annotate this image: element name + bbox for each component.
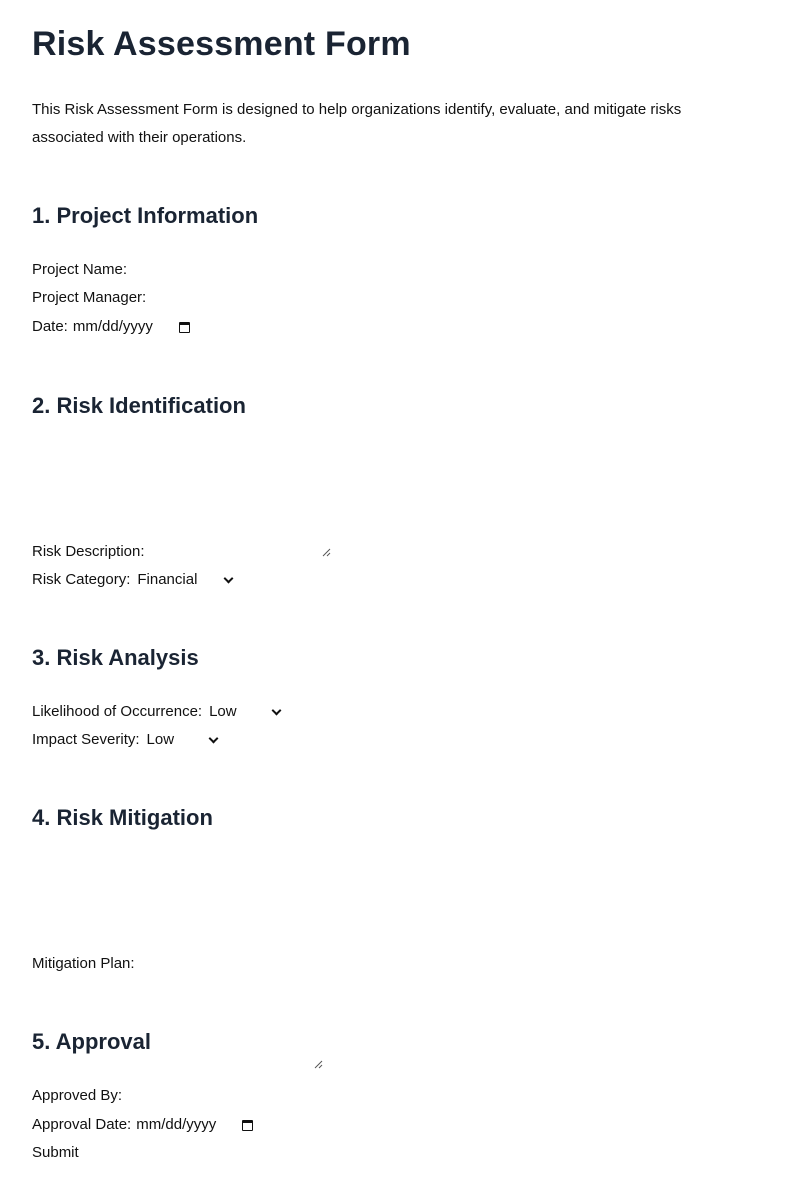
risk-description-textarea[interactable] xyxy=(152,457,331,557)
approval-date-label: Approval Date: xyxy=(32,1116,132,1133)
project-manager-input[interactable] xyxy=(151,288,351,308)
resize-handle-icon[interactable] xyxy=(322,548,331,557)
project-name-row xyxy=(32,260,332,280)
mitigation-plan-label: Mitigation Plan: xyxy=(32,955,135,972)
risk-category-row xyxy=(32,570,232,590)
date-value: mm/dd/yyyy xyxy=(72,318,153,335)
section-heading-risk-analysis: 3. Risk Analysis xyxy=(32,645,199,670)
mitigation-plan-row xyxy=(32,954,140,974)
chevron-down-icon xyxy=(209,733,219,743)
section-heading-risk-mitigation: 4. Risk Mitigation xyxy=(32,805,213,830)
risk-category-select[interactable] xyxy=(137,570,232,590)
calendar-icon[interactable] xyxy=(242,1120,253,1131)
section-heading-risk-identification: 2. Risk Identification xyxy=(32,393,246,418)
date-row xyxy=(32,317,190,337)
resize-handle-icon[interactable] xyxy=(314,1060,323,1069)
impact-row xyxy=(32,730,217,750)
approval-date-value: mm/dd/yyyy xyxy=(136,1116,217,1133)
risk-category-label: Risk Category: xyxy=(32,571,131,588)
likelihood-selected: Low xyxy=(209,703,237,720)
impact-label: Impact Severity: xyxy=(32,731,140,748)
section-heading-project-information: 1. Project Information xyxy=(32,203,259,228)
likelihood-select[interactable] xyxy=(209,702,280,722)
project-name-input[interactable] xyxy=(132,260,332,280)
approval-date-input[interactable] xyxy=(136,1115,253,1135)
date-label: Date: xyxy=(32,318,68,335)
impact-select[interactable] xyxy=(147,730,218,750)
calendar-icon[interactable] xyxy=(179,322,190,333)
project-manager-row xyxy=(32,288,351,308)
risk-description-label: Risk Description: xyxy=(32,543,145,560)
likelihood-row xyxy=(32,702,280,722)
approved-by-label: Approved By: xyxy=(32,1087,123,1104)
chevron-down-icon xyxy=(224,573,234,583)
submit-row xyxy=(32,1144,79,1161)
project-name-label: Project Name: xyxy=(32,261,128,278)
mitigation-plan-textarea[interactable] xyxy=(144,969,323,1069)
likelihood-label: Likelihood of Occurrence: xyxy=(32,703,203,720)
risk-category-selected: Financial xyxy=(137,571,198,588)
section-heading-approval: 5. Approval xyxy=(32,1029,151,1054)
date-input[interactable] xyxy=(73,317,190,337)
approved-by-row xyxy=(32,1086,327,1106)
project-manager-label: Project Manager: xyxy=(32,289,147,306)
approved-by-input[interactable] xyxy=(127,1086,327,1106)
risk-description-row xyxy=(32,542,150,562)
submit-button[interactable]: Submit xyxy=(32,1144,79,1161)
impact-selected: Low xyxy=(146,731,175,748)
approval-date-row xyxy=(32,1115,253,1135)
page-title: Risk Assessment Form xyxy=(32,25,411,63)
chevron-down-icon xyxy=(271,705,281,715)
intro-paragraph: This Risk Assessment Form is designed to help organizations identify, evaluate, and mitigate risks associated with their operations. xyxy=(32,101,682,146)
